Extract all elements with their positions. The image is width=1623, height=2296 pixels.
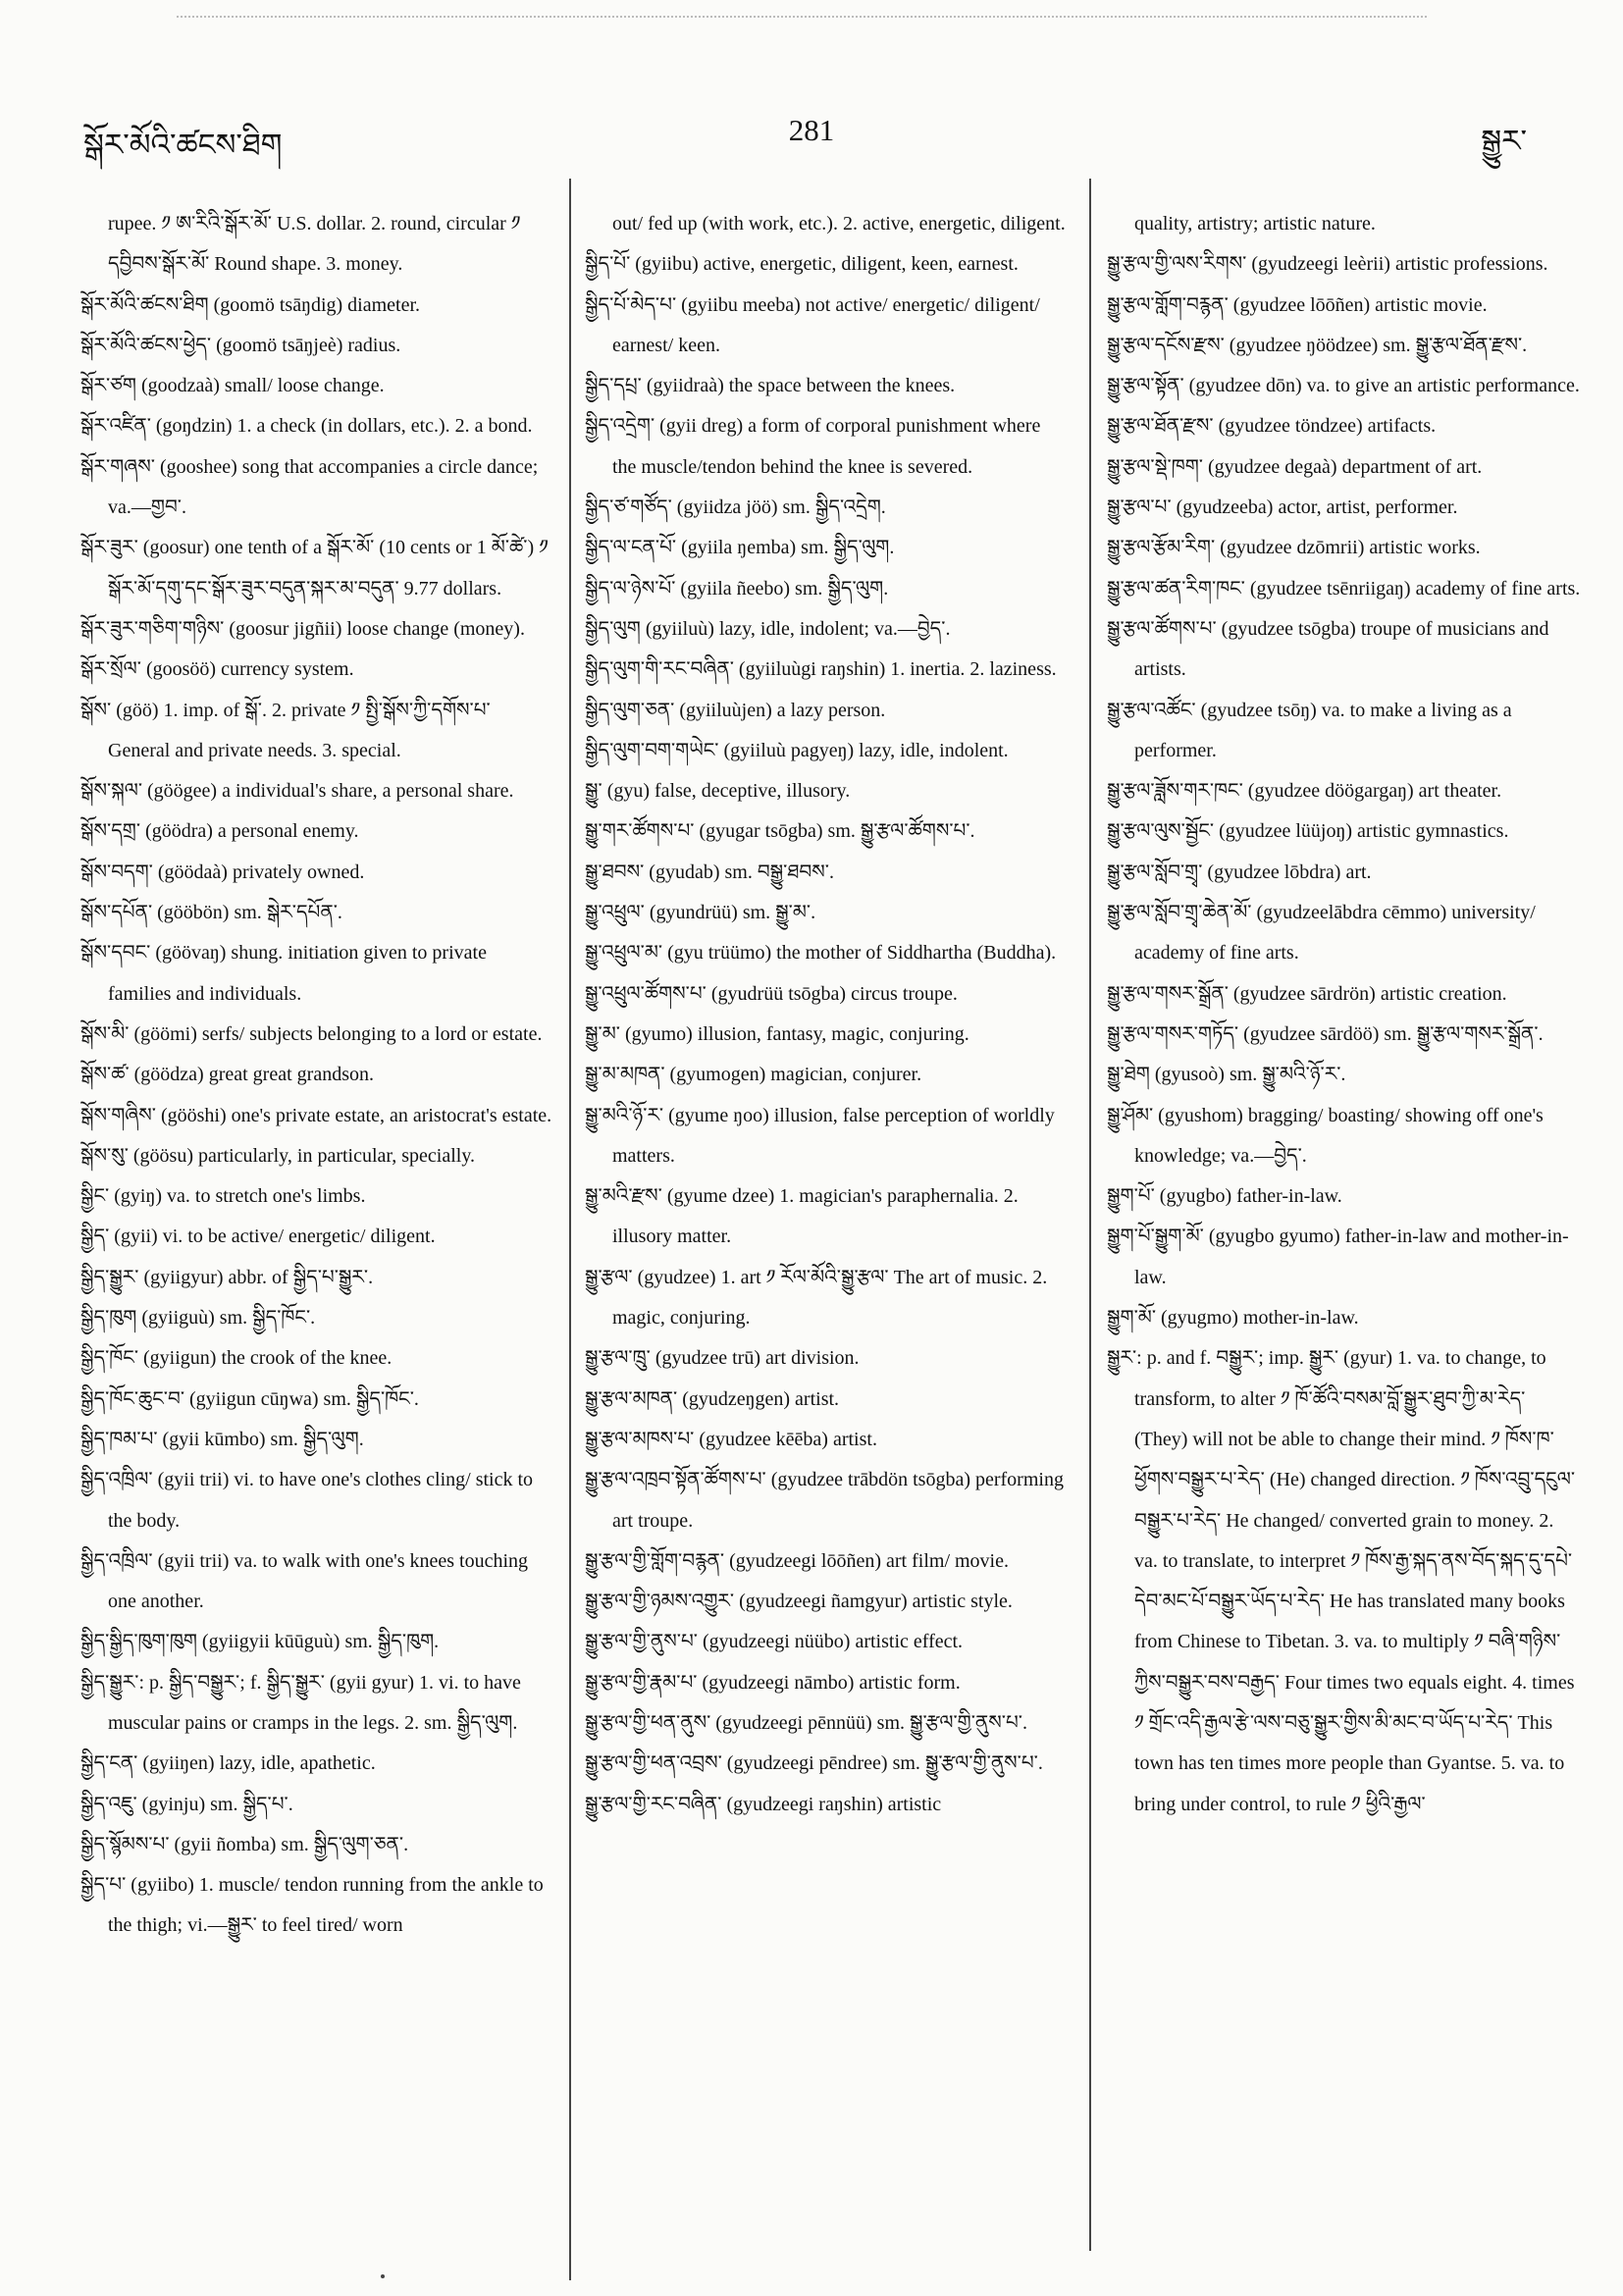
dictionary-entry: སྒོས་དགྲ་ (göödra) a personal enemy.: [80, 820, 359, 843]
dictionary-entry: སྒོས་བདག་ (göödaà) privately owned.: [80, 861, 365, 883]
dictionary-entry: སྒྱིད་ལ་ཉེས་པོ་ (gyiila ñeebo) sm. སྒྱིད་ལུག.: [585, 577, 889, 600]
dictionary-entry: སྒྱིད་སྒྱིད་ཁུག་ཁུག (gyiigyii kūūguù) sm. སྒྱིད་ཁུག.: [80, 1631, 440, 1653]
dictionary-entry: སྒྱིད་དཔྲ་ (gyiidraà) the space between the knees.: [585, 375, 956, 397]
dictionary-entry: སྒྱུ་ཐབས་ (gyudab) sm. བསྒྱུ་ཐབས་.: [585, 861, 834, 883]
dictionary-entry: སྒྱུར་: p. and f. བསྒྱུར་; imp. སྒྱུར་ (gyur) 1. va. to change, to transform, to alter ༡ ཁོ་ཚོའི་བསམ་བློ་སྒྱུར་ཐུབ་ཀྱི་མ་རེད་ (They) will not be able to change their mind. ༡ ཁོས་ཁ་ཕྱོགས་བསྒྱུར་པ་རེད་ (He) changed direction. ༡ ཁོས་འབྲུ་དངུལ་བསྒྱུར་པ་རེད་ He changed/ converted grain to money. 2. va. to translate, to interpret ༡ ཁོས་རྒྱ་སྐད་ནས་བོད་སྐད་དུ་དཔེ་དེབ་མང་པོ་བསྒྱུར་ཡོད་པ་རེད་ He has translated many books from Chinese to Tibetan. 3. va. to multiply ༡ བཞི་གཉིས་ཀྱིས་བསྒྱུར་བས་བརྒྱད་ Four times two equals eight. 4. times ༡ གྲོང་འདི་རྒྱལ་རྩེ་ལས་བཅུ་སྒྱུར་གྱིས་མི་མང་བ་ཡོད་པ་རེད་ This town has ten times more people than Gyantse. 5. va. to bring under control, to rule ༡ ཕྱིའི་རྒྱལ་: [1107, 1347, 1576, 1815]
dictionary-entry: སྒྱུ་རྩལ་གྱི་རྣམ་པ་ (gyudzeegi nāmbo) artistic form.: [585, 1671, 961, 1694]
scan-speck: [381, 2274, 385, 2278]
dictionary-entry: སྒྱུ་རྩལ་རྩོམ་རིག་ (gyudzee dzōmrii) artistic works.: [1107, 537, 1481, 559]
dictionary-entry: སྒྱུ་གར་ཚོགས་པ་ (gyugar tsōgba) sm. སྒྱུ་རྩལ་ཚོགས་པ་.: [585, 820, 975, 843]
dictionary-entry: སྒྱུ་འཕྲུལ་ཚོགས་པ་ (gyudrüü tsōgba) circus troupe.: [585, 982, 958, 1005]
dictionary-entry: སྒྱུ་རྩལ་གྱི་རང་བཞིན་ (gyudzeegi raŋshin) artistic: [585, 1793, 942, 1815]
dictionary-entry: སྒྱུ་ (gyu) false, deceptive, illusory.: [585, 780, 851, 803]
dictionary-entry: སྒྱིད་ཁོང་ (gyiigun) the crook of the knee.: [80, 1347, 393, 1370]
dictionary-entry: སྒྱིད་ (gyii) vi. to be active/ energetic/ diligent.: [80, 1226, 436, 1248]
dictionary-entry: སྒྱུ་རྩལ་འཁྲབ་སྟོན་ཚོགས་པ་ (gyudzee trābdön tsōgba) performing art troupe.: [585, 1469, 1064, 1532]
dictionary-entry: སྒོས་སྐལ་ (göögee) a individual's share, a personal share.: [80, 780, 514, 803]
dictionary-entry: སྒྱུ་རྩལ་གསར་སྒྲོན་ (gyudzee sārdrön) artistic creation.: [1107, 982, 1507, 1005]
page-number: 281: [788, 113, 835, 147]
dictionary-column-3: [1107, 204, 1582, 1825]
dictionary-entry: སྒོས་སུ་ (göösu) particularly, in particular, specially.: [80, 1144, 476, 1167]
dictionary-entry: སྒྱིད་ལུག་གི་རང་བཞིན་ (gyiiluùgi raŋshin) 1. inertia. 2. laziness.: [585, 658, 1057, 681]
dictionary-entry: སྒྱུ་འཕྲུལ་མ་ (gyu trüümo) the mother of Siddhartha (Buddha).: [585, 942, 1057, 965]
dictionary-entry: སྒྱུ་རྩལ་ཚོགས་པ་ (gyudzee tsōgba) troupe of musicians and artists.: [1107, 617, 1549, 681]
dictionary-entry: སྒོར་འཛིན་ (goŋdzin) 1. a check (in dollars, etc.). 2. a bond.: [80, 415, 533, 438]
dictionary-entry: སྒྱུ་རྩལ་སློབ་གྲྭ་ (gyudzee lōbdra) art.: [1107, 861, 1372, 883]
dictionary-entry: སྒོར་མོའི་ཚངས་ཕྱེད་ (goomö tsāŋjeè) radius.: [80, 334, 401, 356]
dictionary-entry: སྒོར་ཟུར་གཅིག་གཉིས་ (goosur jigñii) loose change (money).: [80, 617, 525, 640]
dictionary-entry: སྒྱུག་པོ་སྒྱུག་མོ་ (gyugbo gyumo) father-in-law and mother-in-law.: [1107, 1226, 1569, 1288]
dictionary-entry: སྒྱུ་རྩལ་ཁྲུ་ (gyudzee trū) art division.: [585, 1347, 860, 1370]
dictionary-entry: སྒྱིད་པོ་མེད་པ་ (gyiibu meeba) not active/ energetic/ diligent/ earnest/ keen.: [585, 293, 1040, 356]
dictionary-entry: སྒྱུ་རྩལ་སྡེ་ཁག་ (gyudzee degaà) department of art.: [1107, 455, 1483, 478]
dictionary-entry: སྒྱིད་འདྲེག་ (gyii dreg) a form of corporal punishment where the muscle/tendon behind the knee is severed.: [585, 415, 1041, 478]
column-divider: [569, 179, 571, 2280]
dictionary-entry: rupee. ༡ ཨ་རིའི་སྒོར་མོ་ U.S. dollar. 2. round, circular ༡ དབྱིབས་སྒོར་མོ་ Round shape. 3. money.: [108, 213, 521, 276]
dictionary-entry: སྒྱུ་རྩལ་དངོས་རྫས་ (gyudzee ŋöödzee) sm. སྒྱུ་རྩལ་ཐོན་རྫས་.: [1107, 334, 1528, 356]
dictionary-entry: སྒྱུ་རྩལ་གྱི་ཕན་འབྲས་ (gyudzeegi pēndree) sm. སྒྱུ་རྩལ་གྱི་ནུས་པ་.: [585, 1752, 1043, 1775]
dictionary-entry: སྒྱུ་འཕྲུལ་ (gyundrüü) sm. སྒྱུ་མ་.: [585, 902, 816, 924]
dictionary-entry: སྒྱུ་རྩལ་མཁས་པ་ (gyudzee kēēba) artist.: [585, 1428, 877, 1450]
dictionary-entry: སྒྱུ་ཐེག (gyusoò) sm. སྒྱུ་མའི་ཉོ་ར་.: [1107, 1064, 1346, 1086]
dictionary-entry: སྒྱུ་རྩལ་ཐོན་རྫས་ (gyudzee töndzee) artifacts.: [1107, 415, 1437, 438]
dictionary-entry: སྒྱིད་ཁོང་ཆུང་བ་ (gyiigun cūŋwa) sm. སྒྱིད་ཁོང་.: [80, 1387, 419, 1410]
dictionary-entry: སྒྱིད་ལ་ངན་པོ་ (gyiila ŋemba) sm. སྒྱིད་ལུག.: [585, 537, 895, 559]
dictionary-entry: སྒྱུ་མའི་རྫས་ (gyume dzee) 1. magician's paraphernalia. 2. illusory matter.: [585, 1185, 1019, 1248]
dictionary-entry: སྒྱིད་པ་ (gyiibo) 1. muscle/ tendon running from the ankle to the thigh; vi.—སྒྱུར་ to feel tired/ worn: [80, 1874, 544, 1937]
dictionary-entry: སྒོར་གཞས་ (gooshee) song that accompanies a circle dance; va.—གྱབ་.: [80, 455, 539, 519]
dictionary-entry: སྒོར་མོའི་ཚངས་ཐིག (goomö tsāŋdig) diameter.: [80, 293, 421, 316]
dictionary-entry: quality, artistry; artistic nature.: [1134, 213, 1376, 235]
dictionary-entry: སྒོས་དཔོན་ (gööbön) sm. སྒེར་དཔོན་.: [80, 902, 342, 924]
running-head-right: སྒྱུར་: [1481, 124, 1527, 159]
dictionary-entry: སྒྱུ་མའི་ཉོ་ར་ (gyume ŋoo) illusion, false perception of worldly matters.: [585, 1104, 1055, 1167]
dictionary-entry: སྒྱུ་མ་མཁན་ (gyumogen) magician, conjurer.: [585, 1064, 922, 1086]
dictionary-entry: སྒྱིད་ལུག (gyiiluù) lazy, idle, indolent; va.—བྱེད་.: [585, 617, 951, 640]
column-divider: [1089, 179, 1091, 2251]
running-head-left: སྒོར་མོའི་ཚངས་ཐིག: [83, 128, 283, 163]
dictionary-entry: སྒྱུ་མ་ (gyumo) illusion, fantasy, magic, conjuring.: [585, 1022, 969, 1045]
dictionary-entry: out/ fed up (with work, etc.). 2. active, energetic, diligent.: [612, 213, 1066, 235]
dictionary-entry: སྒྱིད་པོ་ (gyiibu) active, energetic, diligent, keen, earnest.: [585, 253, 1019, 276]
dictionary-entry: སྒྱུ་རྩལ་གསར་གཏོད་ (gyudzee sārdöö) sm. སྒྱུ་རྩལ་གསར་སྒྲོན་.: [1107, 1022, 1544, 1045]
dictionary-entry: སྒོས་ཚ་ (göödza) great great grandson.: [80, 1064, 374, 1086]
dictionary-entry: སྒོར་ཙག (goodzaà) small/ loose change.: [80, 375, 385, 397]
dictionary-entry: སྒྱིད་འཁྲིལ་ (gyii trii) va. to walk with one's knees touching one another.: [80, 1549, 529, 1613]
dictionary-entry: སྒྱུ་རྩལ་གྱི་གློག་བརྙན་ (gyudzeegi lōōñen) art film/ movie.: [585, 1549, 1009, 1572]
dictionary-entry: སྒྱིད་ལུག་ཅན་ (gyiiluùjen) a lazy person.: [585, 699, 886, 721]
dictionary-entry: སྒོར་ཟུར་ (goosur) one tenth of a སྒོར་མོ་ (10 cents or 1 མོ་ཚེ་) ༡ སྒོར་མོ་དགུ་དང་སྒོར་ཟུར་བདུན་སྐར་མ་བདུན་ 9.77 dollars.: [80, 537, 549, 600]
dictionary-entry: སྒྱུག་མོ་ (gyugmo) mother-in-law.: [1107, 1307, 1359, 1330]
dictionary-entry: སྒྱུ་རྩལ་གྱི་ལས་རིགས་ (gyudzeegi leèrii) artistic professions.: [1107, 253, 1548, 276]
dictionary-entry: སྒོས་མི་ (göömi) serfs/ subjects belonging to a lord or estate.: [80, 1022, 543, 1045]
dictionary-column-1: [80, 204, 553, 1947]
dictionary-entry: སྒྱིད་འཁྲིལ་ (gyii trii) vi. to have one's clothes cling/ stick to the body.: [80, 1469, 534, 1532]
dictionary-entry: སྒྱུ་རྩལ་གྱི་ཉམས་འགྱུར་ (gyudzeegi ñamgyur) artistic style.: [585, 1591, 1013, 1613]
dictionary-entry: སྒྱུ་རྩལ་ (gyudzee) 1. art ༡ རོལ་མོའི་སྒྱུ་རྩལ་ The art of music. 2. magic, conjuring.: [585, 1266, 1048, 1330]
dictionary-entry: སྒྱིད་འཇུ་ (gyinju) sm. སྒྱིད་པ་.: [80, 1793, 293, 1815]
dictionary-entry: སྒྱུ་རྩལ་ཚན་རིག་ཁང་ (gyudzee tsēnriigaŋ) academy of fine arts.: [1107, 577, 1581, 600]
dictionary-entry: སྒྱུག་པོ་ (gyugbo) father-in-law.: [1107, 1185, 1342, 1208]
dictionary-entry: སྒྱུ་རྩལ་གྱི་ཕན་ནུས་ (gyudzeegi pēnnüü) sm. སྒྱུ་རྩལ་གྱི་ནུས་པ་.: [585, 1711, 1027, 1734]
dictionary-entry: སྒྱིད་ངན་ (gyiiŋen) lazy, idle, apathetic.: [80, 1752, 376, 1775]
dictionary-entry: སྒྱིད་སྒྱུར་: p. སྒྱིད་བསྒྱུར་; f. སྒྱིད་སྒྱུར་ (gyii gyur) 1. vi. to have muscular pains or cramps in the legs. 2. sm. སྒྱིད་ལུག.: [80, 1671, 521, 1734]
dictionary-entry: སྒྱུ་ཤོམ་ (gyushom) bragging/ boasting/ showing off one's knowledge; va.—བྱེད་.: [1107, 1104, 1544, 1167]
dictionary-entry: སྒོར་སྲོལ་ (goosöö) currency system.: [80, 658, 354, 681]
dictionary-entry: སྒྱུ་རྩལ་སློབ་གྲྭ་ཆེན་མོ་ (gyudzeelābdra cēmmo) university/ academy of fine arts.: [1107, 902, 1536, 965]
dictionary-entry: སྒྱུ་རྩལ་མཁན་ (gyudzeŋgen) artist.: [585, 1387, 840, 1410]
dictionary-entry: སྒྱུ་རྩལ་གློག་བརྙན་ (gyudzee lōōñen) artistic movie.: [1107, 293, 1488, 316]
dictionary-entry: སྒྱུ་རྩལ་སྟོན་ (gyudzee dōn) va. to give an artistic performance.: [1107, 375, 1580, 397]
dictionary-column-2: [585, 204, 1066, 1825]
dictionary-entry: སྒྱིད་ཙ་གཙོད་ (gyiidza jöö) sm. སྒྱིད་འདྲེག.: [585, 496, 886, 519]
dictionary-entry: སྒོས་གཞིས་ (gööshi) one's private estate, an aristocrat's estate.: [80, 1104, 552, 1126]
dictionary-entry: སྒྱུ་རྩལ་ཟློས་གར་ཁང་ (gyudzee döögargaŋ) art theater.: [1107, 780, 1502, 803]
dictionary-entry: སྒོས་ (göö) 1. imp. of སྒོ་. 2. private ༡ སྤྱི་སྒོས་ཀྱི་དགོས་པ་ General and private needs. 3. special.: [80, 699, 491, 761]
dictionary-entry: སྒྱུ་རྩལ་འཚོང་ (gyudzee tsōŋ) va. to make a living as a performer.: [1107, 699, 1512, 761]
scan-top-edge: [177, 16, 1427, 18]
dictionary-entry: སྒྱིད་ལུག་བག་གཡེང་ (gyiiluù pagyeŋ) lazy, idle, indolent.: [585, 739, 1009, 761]
dictionary-entry: སྒྱུ་རྩལ་གྱི་ནུས་པ་ (gyudzeegi nüübo) artistic effect.: [585, 1631, 964, 1653]
dictionary-entry: སྒྱུ་རྩལ་ལུས་སྦྱོང་ (gyudzee lüüjoŋ) artistic gymnastics.: [1107, 820, 1509, 843]
dictionary-entry: སྒྱིད་སྙོམས་པ་ (gyii ñomba) sm. སྒྱིད་ལུག་ཅན་.: [80, 1833, 409, 1855]
dictionary-entry: སྒྱིད་སྒྱུར་ (gyiigyur) abbr. of སྒྱིད་པ་སྒྱུར་.: [80, 1266, 374, 1288]
dictionary-entry: སྒྱིད་ཁམ་པ་ (gyii kūmbo) sm. སྒྱིད་ལུག.: [80, 1428, 364, 1450]
dictionary-entry: སྒྱིང་ (gyiŋ) va. to stretch one's limbs.: [80, 1185, 366, 1208]
dictionary-entry: སྒྱིད་ཁུག (gyiiguù) sm. སྒྱིད་ཁོང་.: [80, 1307, 316, 1330]
dictionary-entry: སྒོས་དབང་ (göövaŋ) shung. initiation given to private families and individuals.: [80, 942, 487, 1005]
dictionary-entry: སྒྱུ་རྩལ་པ་ (gyudzeeba) actor, artist, performer.: [1107, 496, 1458, 519]
